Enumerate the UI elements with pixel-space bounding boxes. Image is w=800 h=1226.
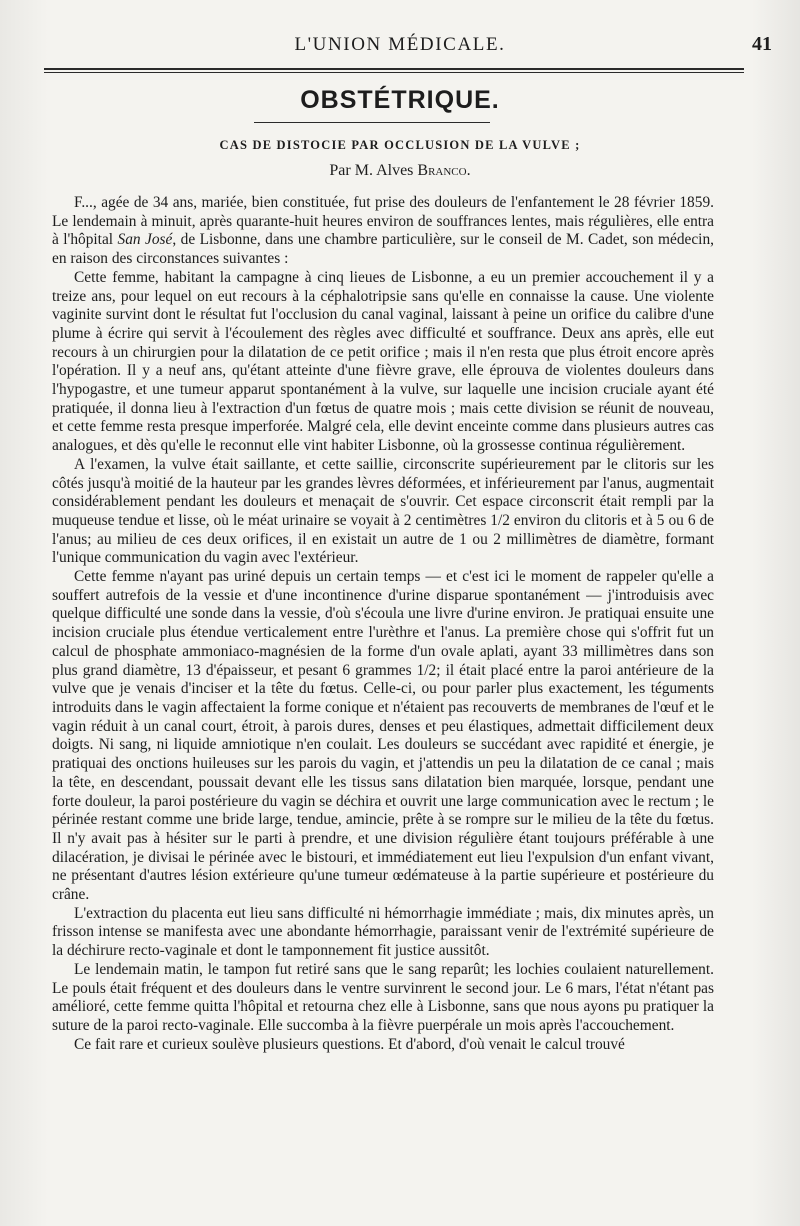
paragraph-4: Cette femme n'ayant pas uriné depuis un certain temps — et c'est ici le moment de rappeler qu'elle a souffert autrefois de la vessie et d'une incontinence d'urine disparue spontanément — j'introduisis avec quelque difficulté une sonde dans la vessie, d'où s'écoula une livre d'urine environ. Je pratiquai ensuite une incision cruciale plus étendue verticalement entre l'urèthre et l'anus. La première chose qui s'offrit fut un calcul de phosphate ammoniaco-magnésien de la forme d'un ovale aplati, ayant 33 millimètres dans son plus grand diamètre, 13 d'épaisseur, et pesant 6 grammes 1/2; il était placé entre la paroi antérieure de la vulve que je venais d'inciser et la tête du fœtus. Celle-ci, ou pour parler plus exactement, les téguments introduits dans le vagin affectaient la forme conique et n'étaient pas recouverts de membranes de l'œuf et le vagin réduit à un canal court, étroit, à parois dures, denses et peu élastiques, admettait difficilement deux doigts. Ni sang, ni liquide amniotique n'en coulait. Les douleurs se succédant avec rapidité et énergie, je pratiquai des onctions huileuses sur les parois du vagin, et j'attendis un peu la dilatation de ce canal ; mais la tête, en descendant, poussait devant elle les tissus sans dilatation bien marquée, lorsque, pendant une forte douleur, la paroi postérieure du vagin se déchira et ouvrit une large communication avec le rectum ; le périnée restant comme une bride large, tendue, amincie, prête à se rompre sur le milieu de la tête du fœtus. Il n'y avait pas à hésiter sur le parti à prendre, et une division régulière étant toujours préférable à une dilacération, je divisai le périnée avec le bistouri, et immédiatement eut lieu l'expulsion d'un enfant vivant, ne présentant d'autres lésion extérieure qu'une tumeur œdémateuse à la partie supérieure et postérieure du crâne.: [52, 568, 714, 904]
paragraph-7: Ce fait rare et curieux soulève plusieurs questions. Et d'abord, d'où venait le calcul trouvé: [74, 1035, 625, 1053]
paragraph-3: A l'examen, la vulve était saillante, et cette saillie, circonscrite supérieurement par le clitoris sur les côtés jusqu'à moitié de la hauteur par les grandes lèvres déformées, et inférieurement par l'anus, augmentait considérablement pendant les douleurs et menaçait de s'ouvrir. Cet espace circonscrit était rempli par la muqueuse tendue et lisse, où le méat urinaire se voyait à 2 centimètres 1/2 environ du clitoris et à 5 ou 6 de l'anus; au milieu de ces deux orifices, il en existait un autre de 1 ou 2 millimètres de diamètre, formant l'unique communication du vagin avec l'extérieur.: [52, 455, 714, 567]
section-title: OBSTÉTRIQUE.: [300, 86, 500, 114]
header-rule: [44, 68, 744, 70]
article-body: [52, 194, 714, 1054]
paragraph-1: F..., agée de 34 ans, mariée, bien constituée, fut prise des douleurs de l'enfantement le 28 février 1859. Le lendemain à minuit, après quarante-huit heures environ de souffrances lentes, mais régulières, elle entra à l'hôpital San José, de Lisbonne, dans une chambre particulière, sur le conseil de M. Cadet, son médecin, en raison des circonstances suivantes :: [52, 194, 714, 268]
paragraph-6: Le lendemain matin, le tampon fut retiré sans que le sang reparût; les lochies coulaient naturellement. Le pouls était fréquent et des douleurs dans le ventre survinrent le second jour. Le 6 mars, l'état n'étant pas amélioré, cette femme quitta l'hôpital et retourna chez elle à Lisbonne, sans que nous ayons pu pratiquer la suture de la paroi recto-vaginale. Elle succomba à la fièvre puerpérale un mois après l'accouchement.: [52, 960, 714, 1034]
page-number: 41: [752, 33, 772, 55]
journal-title: L'UNION MÉDICALE.: [294, 34, 506, 55]
running-head: [0, 34, 800, 58]
paragraph-5: L'extraction du placenta eut lieu sans difficulté ni hémorrhagie immédiate ; mais, dix minutes après, un frisson intense se manifesta avec une abondante hémorrhagie, paraissant venir de l'extrémité supérieure de la déchirure recto-vaginale et dont le tamponnement fit justice aussitôt.: [52, 904, 714, 960]
header-rule-thin: [44, 72, 744, 73]
section-divider: [254, 122, 490, 123]
author-name: Branco.: [417, 162, 471, 179]
paragraph-2: Cette femme, habitant la campagne à cinq lieues de Lisbonne, a eu un premier accouchement il y a treize ans, pour lequel on eut recours à la céphalotripsie sans qu'elle en connaisse la cause. Une violente vaginite survint dont le résultat fut l'occlusion du canal vaginal, laissant à peine un orifice du calibre d'une plume à écrire qui servit à l'écoulement des règles avec difficulté et souffrance. Deux ans après, elle eut recours à un chirurgien pour la dilatation de ce petit orifice ; mais il n'en resta que plus étroit encore après l'opération. Il y a neuf ans, qu'étant atteinte d'une fièvre grave, elle éprouva de violentes douleurs dans l'hypogastre, et une tumeur apparut spontanément à la vulve, sur laquelle une incision cruciale ayant été pratiquée, il donna lieu à l'extraction d'un fœtus de quatre mois ; mais cette division se réunit de nouveau, et cette femme resta presque imperforée. Malgré cela, elle devint enceinte comme dans plusieurs autres cas analogues, et dès qu'elle le reconnut elle vint habiter Lisbonne, où la grossesse continua régulièrement.: [52, 268, 714, 455]
hospital-name: San José: [117, 231, 173, 249]
author-prefix: Par M. Alves: [329, 162, 418, 179]
article-title: CAS DE DISTOCIE PAR OCCLUSION DE LA VULVE ;: [219, 138, 581, 152]
article-author: [0, 162, 800, 180]
